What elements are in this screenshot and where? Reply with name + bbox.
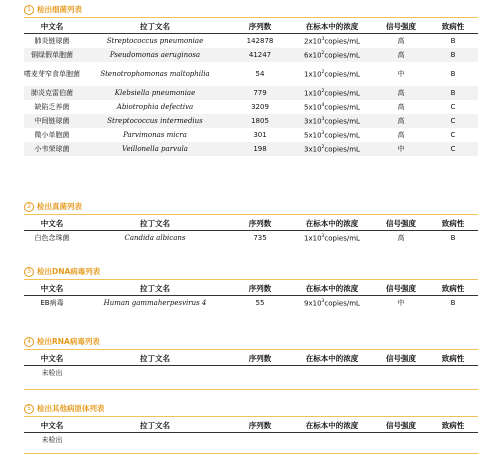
rna-virus-table xyxy=(24,352,478,380)
header-cn: 中文名 xyxy=(24,217,80,231)
cell-latin-name: Streptococcus intermedius xyxy=(80,114,230,128)
cell-concentration xyxy=(290,86,374,100)
cell-signal: 高 xyxy=(397,103,405,111)
concentration-unit: copies/mL xyxy=(324,89,360,98)
concentration-base: 3x10 xyxy=(304,117,322,126)
cell-chinese-name: EB病毒 xyxy=(40,299,64,307)
table-row xyxy=(24,433,478,448)
header-pathogenicity: 致病性 xyxy=(428,20,478,34)
cell-concentration xyxy=(290,62,374,86)
section-number: 1 xyxy=(24,5,34,15)
table-row xyxy=(24,128,478,142)
section-number: 5 xyxy=(24,404,34,414)
header-concentration: 在标本中的浓度 xyxy=(290,282,374,296)
cell-latin-name: Candida albicans xyxy=(124,234,186,242)
concentration-base: 1x10 xyxy=(304,234,322,243)
concentration-exponent: 3 xyxy=(321,116,325,122)
bacteria-table xyxy=(24,20,478,156)
cell-pathogenicity: C xyxy=(450,103,456,111)
concentration-exponent: 3 xyxy=(321,233,325,239)
cell-pathogenicity: B xyxy=(428,86,478,100)
cell-pathogenicity: B xyxy=(450,70,456,78)
table-row xyxy=(24,142,478,156)
concentration-exponent: 2 xyxy=(321,88,325,94)
concentration-unit: copies/mL xyxy=(324,37,360,46)
concentration-exponent: 2 xyxy=(321,144,325,150)
section-divider xyxy=(24,17,478,18)
fungi-rows xyxy=(24,231,478,246)
cell-signal: 中 xyxy=(397,299,405,307)
section-title xyxy=(24,403,478,415)
cell-reads: 779 xyxy=(230,86,290,100)
dna-virus-table xyxy=(24,282,478,310)
cell-concentration xyxy=(290,114,374,128)
table-row xyxy=(24,62,478,86)
concentration-unit: copies/mL xyxy=(324,103,360,112)
section-number: 4 xyxy=(24,337,34,347)
header-reads: 序列数 xyxy=(230,282,290,296)
table-row xyxy=(24,86,478,100)
concentration-base: 5x10 xyxy=(304,103,322,112)
concentration-exponent: 3 xyxy=(321,130,325,136)
cell-latin-name: Klebsiella pneumoniae xyxy=(80,86,230,100)
table-header-row xyxy=(24,352,478,366)
header-pathogenicity: 致病性 xyxy=(428,217,478,231)
header-latin: 拉丁文名 xyxy=(80,217,230,231)
header-cn: 中文名 xyxy=(24,352,80,366)
concentration-exponent: 3 xyxy=(321,36,325,42)
concentration-base: 2x10 xyxy=(304,37,322,46)
header-signal: 信号强度 xyxy=(374,282,428,296)
section-divider xyxy=(24,349,478,350)
header-concentration: 在标本中的浓度 xyxy=(290,20,374,34)
concentration-base: 9x10 xyxy=(304,299,322,308)
section-divider xyxy=(24,416,478,417)
other-pathogen-section xyxy=(24,403,478,447)
fungi-table xyxy=(24,217,478,245)
cell-reads: 54 xyxy=(255,70,265,78)
section-divider xyxy=(24,214,478,215)
cell-concentration xyxy=(290,142,374,156)
cell-chinese-name: 肺炎链球菌 xyxy=(34,37,70,45)
header-pathogenicity: 致病性 xyxy=(428,352,478,366)
cell-concentration xyxy=(290,231,374,246)
cell-chinese-name: 小韦荣球菌 xyxy=(24,142,80,156)
section-number: 2 xyxy=(24,202,34,212)
section-title-text: 检出细菌列表 xyxy=(37,5,82,14)
cell-reads: 198 xyxy=(230,142,290,156)
section-bottom-divider xyxy=(24,453,478,454)
cell-signal: 高 xyxy=(397,234,405,242)
concentration-base: 5x10 xyxy=(304,131,322,140)
cell-concentration xyxy=(290,34,374,49)
cell-pathogenicity: B xyxy=(450,37,456,45)
section-bottom-divider xyxy=(24,389,478,390)
table-row xyxy=(24,34,478,49)
header-reads: 序列数 xyxy=(230,419,290,433)
table-row xyxy=(24,231,478,246)
cell-concentration xyxy=(290,100,374,114)
cell-reads: 301 xyxy=(253,131,267,139)
header-reads: 序列数 xyxy=(230,20,290,34)
section-title xyxy=(24,201,478,213)
cell-chinese-name: 白色念珠菌 xyxy=(34,234,70,242)
other-pathogen-table xyxy=(24,419,478,447)
concentration-unit: copies/mL xyxy=(324,117,360,126)
cell-reads: 735 xyxy=(253,234,267,242)
concentration-unit: copies/mL xyxy=(324,131,360,140)
cell-reads: 3209 xyxy=(251,103,269,111)
header-pathogenicity: 致病性 xyxy=(428,419,478,433)
table-row xyxy=(24,366,478,381)
section-title-text: 检出DNA病毒列表 xyxy=(37,267,101,276)
cell-signal: 高 xyxy=(374,48,428,62)
none-detected-text: 未检出 xyxy=(41,436,63,444)
table-header-row xyxy=(24,20,478,34)
section-title-text: 检出真菌列表 xyxy=(37,202,82,211)
cell-latin-name: Stenotrophomonas maltophilia xyxy=(100,70,210,78)
cell-latin-name: Streptococcus pneumoniae xyxy=(106,37,204,45)
concentration-unit: copies/mL xyxy=(324,299,360,308)
cell-chinese-name: 缺陷乏养菌 xyxy=(34,103,70,111)
cell-reads: 142878 xyxy=(246,37,274,45)
section-title-text: 检出其他病原体列表 xyxy=(37,404,105,413)
header-cn: 中文名 xyxy=(24,20,80,34)
header-reads: 序列数 xyxy=(230,217,290,231)
cell-concentration xyxy=(290,48,374,62)
header-signal: 信号强度 xyxy=(374,419,428,433)
cell-signal: 高 xyxy=(397,37,405,45)
section-title-text: 检出RNA病毒列表 xyxy=(37,337,100,346)
section-title xyxy=(24,4,478,16)
section-number: 3 xyxy=(24,267,34,277)
dna-virus-section xyxy=(24,266,478,310)
cell-pathogenicity: B xyxy=(450,299,456,307)
cell-signal: 中 xyxy=(397,70,405,78)
cell-latin-name: Veillonella parvula xyxy=(80,142,230,156)
table-row xyxy=(24,296,478,311)
table-row xyxy=(24,114,478,128)
cell-chinese-name: 嗜麦芽窄食单胞菌 xyxy=(24,69,80,78)
header-latin: 拉丁文名 xyxy=(80,282,230,296)
cell-signal: 中 xyxy=(374,142,428,156)
header-latin: 拉丁文名 xyxy=(80,20,230,34)
section-title xyxy=(24,336,478,348)
cell-signal: 高 xyxy=(374,114,428,128)
cell-latin-name: Pseudomonas aeruginosa xyxy=(80,48,230,62)
cell-concentration xyxy=(290,296,374,311)
cell-reads: 41247 xyxy=(230,48,290,62)
concentration-base: 6x10 xyxy=(304,51,322,60)
concentration-exponent: 2 xyxy=(321,50,325,56)
cell-pathogenicity: B xyxy=(450,234,456,242)
concentration-unit: copies/mL xyxy=(324,145,360,154)
dna-virus-rows xyxy=(24,296,478,311)
concentration-base: 3x10 xyxy=(304,145,322,154)
cell-chinese-name: 肺炎克雷伯菌 xyxy=(24,86,80,100)
concentration-base: 1x10 xyxy=(304,89,322,98)
concentration-exponent: 4 xyxy=(321,102,325,108)
header-signal: 信号强度 xyxy=(374,20,428,34)
bacteria-section xyxy=(24,4,478,156)
cell-pathogenicity: C xyxy=(428,114,478,128)
header-signal: 信号强度 xyxy=(374,217,428,231)
concentration-unit: copies/mL xyxy=(324,70,360,79)
cell-reads: 1805 xyxy=(230,114,290,128)
cell-pathogenicity: C xyxy=(450,131,456,139)
cell-latin-name: Parvimonas micra xyxy=(123,131,187,139)
cell-latin-name: Abiotrophia defectiva xyxy=(116,103,194,111)
cell-latin-name: Human gammaherpesvirus 4 xyxy=(103,299,207,307)
concentration-base: 1x10 xyxy=(304,70,322,79)
header-cn: 中文名 xyxy=(24,419,80,433)
table-row xyxy=(24,100,478,114)
table-header-row xyxy=(24,217,478,231)
section-title xyxy=(24,266,478,278)
bacteria-rows xyxy=(24,34,478,157)
concentration-exponent: 2 xyxy=(321,69,325,75)
cell-chinese-name: 微小单胞菌 xyxy=(34,131,70,139)
header-concentration: 在标本中的浓度 xyxy=(290,217,374,231)
concentration-exponent: 3 xyxy=(321,298,325,304)
concentration-unit: copies/mL xyxy=(324,234,360,243)
cell-pathogenicity: B xyxy=(428,48,478,62)
header-signal: 信号强度 xyxy=(374,352,428,366)
header-latin: 拉丁文名 xyxy=(80,352,230,366)
cell-reads: 55 xyxy=(255,299,265,307)
header-concentration: 在标本中的浓度 xyxy=(290,419,374,433)
cell-pathogenicity: C xyxy=(428,142,478,156)
header-concentration: 在标本中的浓度 xyxy=(290,352,374,366)
table-header-row xyxy=(24,419,478,433)
header-latin: 拉丁文名 xyxy=(80,419,230,433)
concentration-unit: copies/mL xyxy=(324,51,360,60)
header-pathogenicity: 致病性 xyxy=(428,282,478,296)
cell-signal: 高 xyxy=(374,86,428,100)
cell-chinese-name: 铜绿假单胞菌 xyxy=(24,48,80,62)
rna-virus-section xyxy=(24,336,478,380)
header-cn: 中文名 xyxy=(24,282,80,296)
cell-signal: 高 xyxy=(397,131,405,139)
fungi-section xyxy=(24,201,478,245)
section-divider xyxy=(24,279,478,280)
cell-chinese-name: 中间链球菌 xyxy=(24,114,80,128)
none-detected-text: 未检出 xyxy=(41,369,63,377)
cell-concentration xyxy=(290,128,374,142)
table-row xyxy=(24,48,478,62)
header-reads: 序列数 xyxy=(230,352,290,366)
table-header-row xyxy=(24,282,478,296)
